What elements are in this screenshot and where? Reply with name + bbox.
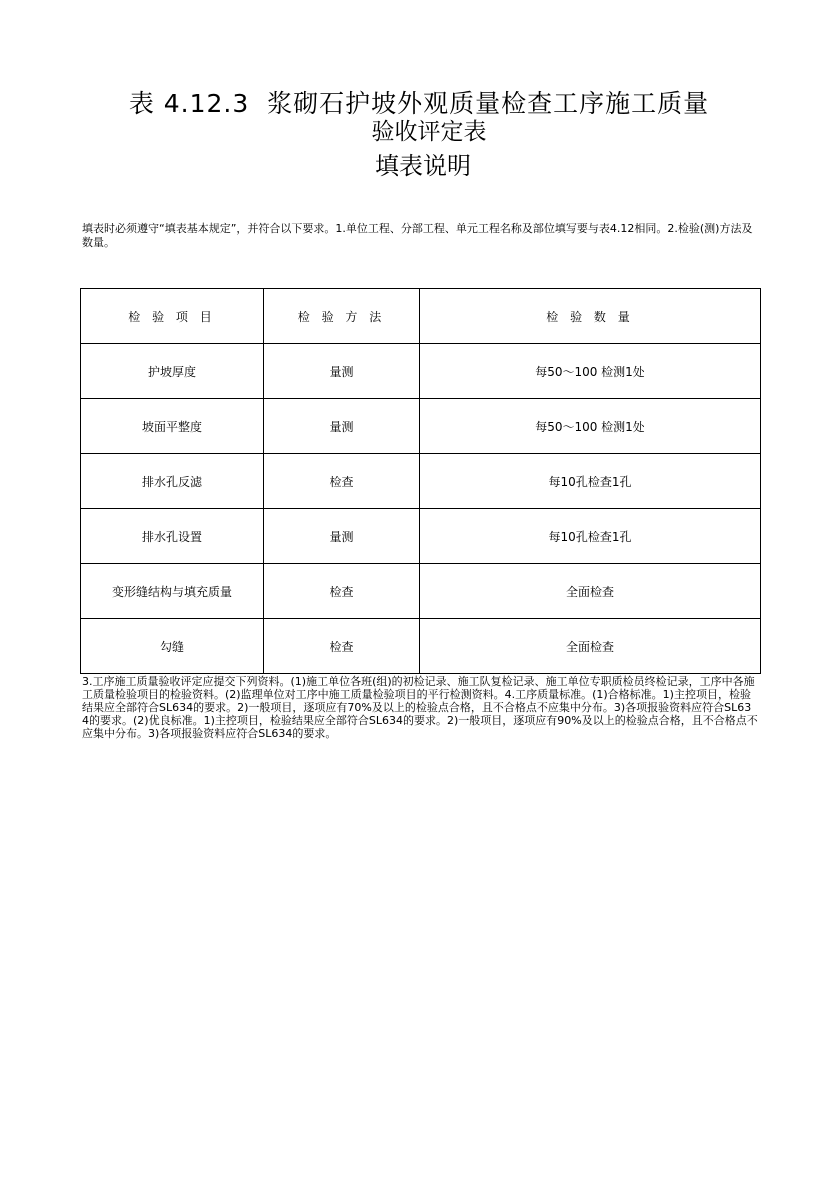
cell-quantity: 全面检查 [420,619,761,674]
table-row [81,344,761,399]
cell-item: 护坡厚度 [81,344,264,399]
table-row [81,619,761,674]
header-inspection-item: 检 验 项 目 [81,289,264,344]
header-inspection-quantity: 检 验 数 量 [420,289,761,344]
cell-item: 勾缝 [81,619,264,674]
cell-method: 检查 [264,454,420,509]
cell-item: 坡面平整度 [81,399,264,454]
cell-method: 量测 [264,344,420,399]
header-inspection-method: 检 验 方 法 [264,289,420,344]
cell-quantity: 每10孔检查1孔 [420,509,761,564]
inspection-table [80,288,761,674]
cell-method: 检查 [264,619,420,674]
page-subtitle: 填表说明 [375,152,471,180]
cell-method: 量测 [264,509,420,564]
cell-method: 量测 [264,399,420,454]
page-title-line2: 验收评定表 [371,119,487,145]
page-title-line1: 表 4.12.3 浆砌石护坡外观质量检查工序施工质量 [128,89,710,118]
cell-quantity: 每10孔检查1孔 [420,454,761,509]
intro-paragraph: 填表时必须遵守“填表基本规定”，并符合以下要求。1.单位工程、分部工程、单元工程名称及部位填写要与表4.12相同。2.检验(测)方法及数量。 [82,222,753,249]
cell-quantity: 每50～100 检测1处 [420,399,761,454]
cell-item: 变形缝结构与填充质量 [81,564,264,619]
cell-quantity: 每50～100 检测1处 [420,344,761,399]
table-header-row [81,289,761,344]
table-row [81,509,761,564]
cell-item: 排水孔反滤 [81,454,264,509]
table-row [81,454,761,509]
notes-paragraph: 3.工序施工质量验收评定应提交下列资料。(1)施工单位各班(组)的初检记录、施工队复检记录、施工单位专职质检员终检记录，工序中各施工质量检验项目的检验资料。(2)监理单位对工序中施工质量检验项目的平行检测资料。4.工序质量标准。(1)合格标准。1)主控项目，检验结果应全部符合SL634的要求。2)一般项目，逐项应有70%及以上的检验点合格，且不合格点不应集中分布。3)各项报验资料应符合SL634的要求。(2)优良标准。1)主控项目，检验结果应全部符合SL634的要求。2)一般项目，逐项应有90%及以上的检验点合格，且不合格点不应集中分布。3)各项报验资料应符合SL634的要求。 [82,675,758,740]
cell-method: 检查 [264,564,420,619]
cell-item: 排水孔设置 [81,509,264,564]
table-row [81,564,761,619]
table-row [81,399,761,454]
cell-quantity: 全面检查 [420,564,761,619]
